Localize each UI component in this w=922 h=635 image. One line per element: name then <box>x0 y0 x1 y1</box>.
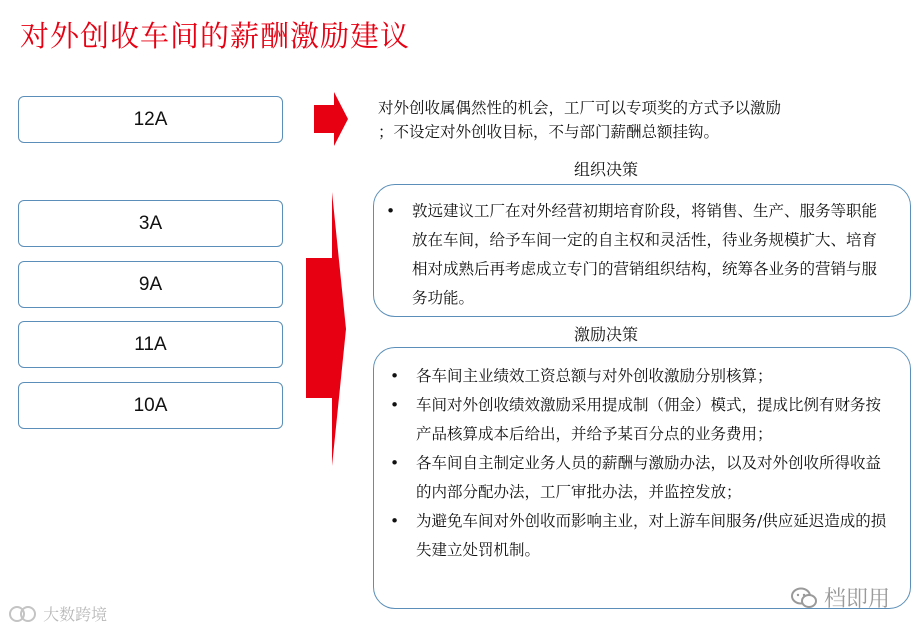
note-line-1: 对外创收属偶然性的机会，工厂可以专项奖的方式予以激励 <box>378 99 782 117</box>
red-chevron-icon <box>300 188 348 470</box>
watermark-left: 大数跨境 <box>8 602 107 625</box>
note-text <box>378 96 898 144</box>
list-item: • 车间对外创收绩效激励采用提成制（佣金）模式，提成比例有财务按产品核算成本后给出，并给予某百分点的业务费用； <box>382 391 896 449</box>
bullet-dot: • <box>386 202 396 220</box>
logo-icon <box>8 605 38 623</box>
grade-box-9a: 9A <box>18 261 283 308</box>
incentive-decision-heading: 激励决策 <box>574 325 639 344</box>
org-decision-panel <box>373 184 911 317</box>
list-item: • 各车间自主制定业务人员的薪酬与激励办法，以及对外创收所得收益的内部分配办法，工厂审批办法，并监控发放； <box>382 449 896 507</box>
list-item: • 敦远建议工厂在对外经营初期培育阶段，将销售、生产、服务等职能放在车间，给予车间一定的自主权和灵活性，待业务规模扩大、培育相对成熟后再考虑成立专门的营销组织结构，统筹各业务的营销与服务功能。 <box>378 197 892 313</box>
bullet-dot: • <box>390 454 400 472</box>
list-item: • 为避免车间对外创收而影响主业，对上游车间服务/供应延迟造成的损失建立处罚机制。 <box>382 507 896 565</box>
bullet-dot: • <box>390 512 400 530</box>
grade-box-11a: 11A <box>18 321 283 368</box>
bullet-dot: • <box>390 396 400 414</box>
grade-box-12a: 12A <box>18 96 283 143</box>
page-title: 对外创收车间的薪酬激励建议 <box>20 19 411 53</box>
bullet-dot: • <box>390 367 400 385</box>
note-line-2: ；不设定对外创收目标，不与部门薪酬总额挂钩。 <box>378 123 720 141</box>
org-decision-heading: 组织决策 <box>574 160 639 179</box>
grade-box-3a: 3A <box>18 200 283 247</box>
list-item: • 各车间主业绩效工资总额与对外创收激励分别核算； <box>382 362 896 391</box>
incentive-decision-panel <box>373 347 911 609</box>
watermark-right: 档即用 <box>790 582 890 613</box>
red-arrow-icon <box>310 90 352 148</box>
wechat-icon <box>790 586 818 610</box>
grade-box-10a: 10A <box>18 382 283 429</box>
